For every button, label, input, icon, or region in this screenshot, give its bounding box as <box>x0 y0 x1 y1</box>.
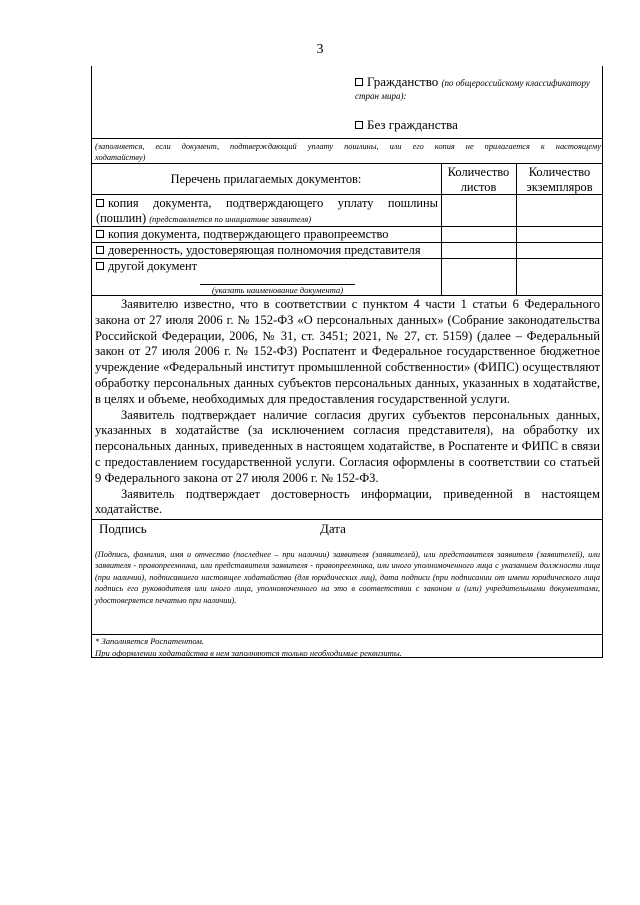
fill-note: (заполняется, если документ, подтверждающий уплату пошлины, или его копия не прилагается к настоящему ходатайству) <box>95 142 601 162</box>
header-copies: Количество экземпляров <box>526 165 593 194</box>
paragraph: Заявителю известно, что в соответствии с пунктом 4 части 1 статьи 6 Федерального закона от 27 июля 2006 г. № 152-ФЗ «О персональных данных» (Собрание законодательства Российской Федерации, 2006, № 31, ст. 3451; 2021, № 27, ст. 5159) (далее – Федеральный закон от 27 июля 2006 г. № 152-ФЗ) Роспатент и Федеральное государственное бюджетное учреждение «Федеральный институт промышленной собственности» (ФИПС) осуществляют обработку персональных данных субъектов персональных данных, указанных в ходатайстве, в целях и объеме, необходимых для предоставления государственной услуги. <box>95 297 600 406</box>
footnote: * Заполняется Роспатентом. <box>95 636 204 646</box>
checkbox-icon[interactable] <box>96 199 104 207</box>
paragraph: Заявитель подтверждает наличие согласия других субъектов персональных данных, указанных в ходатайстве (за исключением согласия представителя), на обработку их персональных данных, приведенных в настоящем ходатайстве, в Роспатенте и ФИПС в связи с предоставлением государственной услуги. Согласия оформлены в соответствии со статьей 9 Федерального закона от 27 июля 2006 г. № 152-ФЗ. <box>95 407 600 485</box>
divider <box>91 634 603 635</box>
table-row[interactable]: копия документа, подтверждающего уплату пошлины (пошлин) (представляется по инициативе заявителя) <box>96 196 438 225</box>
checkbox-icon[interactable] <box>355 78 363 86</box>
consent-text <box>95 297 600 518</box>
checkbox-icon[interactable] <box>355 121 363 129</box>
table-row[interactable]: другой документ <box>96 259 438 274</box>
paragraph: Заявитель подтверждает достоверность информации, приведенной в настоящем ходатайстве. <box>95 486 600 517</box>
divider <box>91 519 603 520</box>
stateless-label: Без гражданства <box>367 117 458 132</box>
table-row[interactable]: копия документа, подтверждающего правопреемство <box>96 227 438 242</box>
citizenship-note-line2: стран мира): <box>355 91 407 101</box>
document-name-note: (указать наименование документа) <box>211 285 344 295</box>
citizenship-option[interactable] <box>355 74 600 90</box>
page-number: 3 <box>316 42 324 57</box>
checkbox-icon[interactable] <box>96 262 104 270</box>
citizenship-note: (по общероссийскому классификатору <box>441 78 590 88</box>
checkbox-icon[interactable] <box>96 246 104 254</box>
header-document-list: Перечень прилагаемых документов: <box>170 172 362 186</box>
citizenship-label: Гражданство <box>367 74 439 89</box>
signature-label: Подпись <box>99 521 147 536</box>
stateless-option[interactable] <box>355 117 458 133</box>
divider <box>91 138 603 139</box>
checkbox-icon[interactable] <box>96 230 104 238</box>
table-row[interactable]: доверенность, удостоверяющая полномочия представителя <box>96 243 438 258</box>
signature-note: (Подпись, фамилия, имя и отчество (последнее – при наличии) заявителя (заявителей), или представителя заявителя (заявителей), или заявителя - правопреемника, или представителя заявителя - правопреемника, или иного уполномоченного лица с указанием должности лица (при наличии), подписавшего настоящее ходатайство (для юридических лиц), дата подписи (при подписании от имени юридического лица подпись его руководителя или иного лица, уполномоченного на это в соответствии с законом и (или) учредительными документами, удостоверяется печатью при наличии). <box>95 550 600 605</box>
date-label: Дата <box>320 521 346 536</box>
footnote: При оформлении ходатайства в нем заполняются только необходимые реквизиты. <box>95 648 402 658</box>
header-sheets: Количество листов <box>447 165 510 194</box>
